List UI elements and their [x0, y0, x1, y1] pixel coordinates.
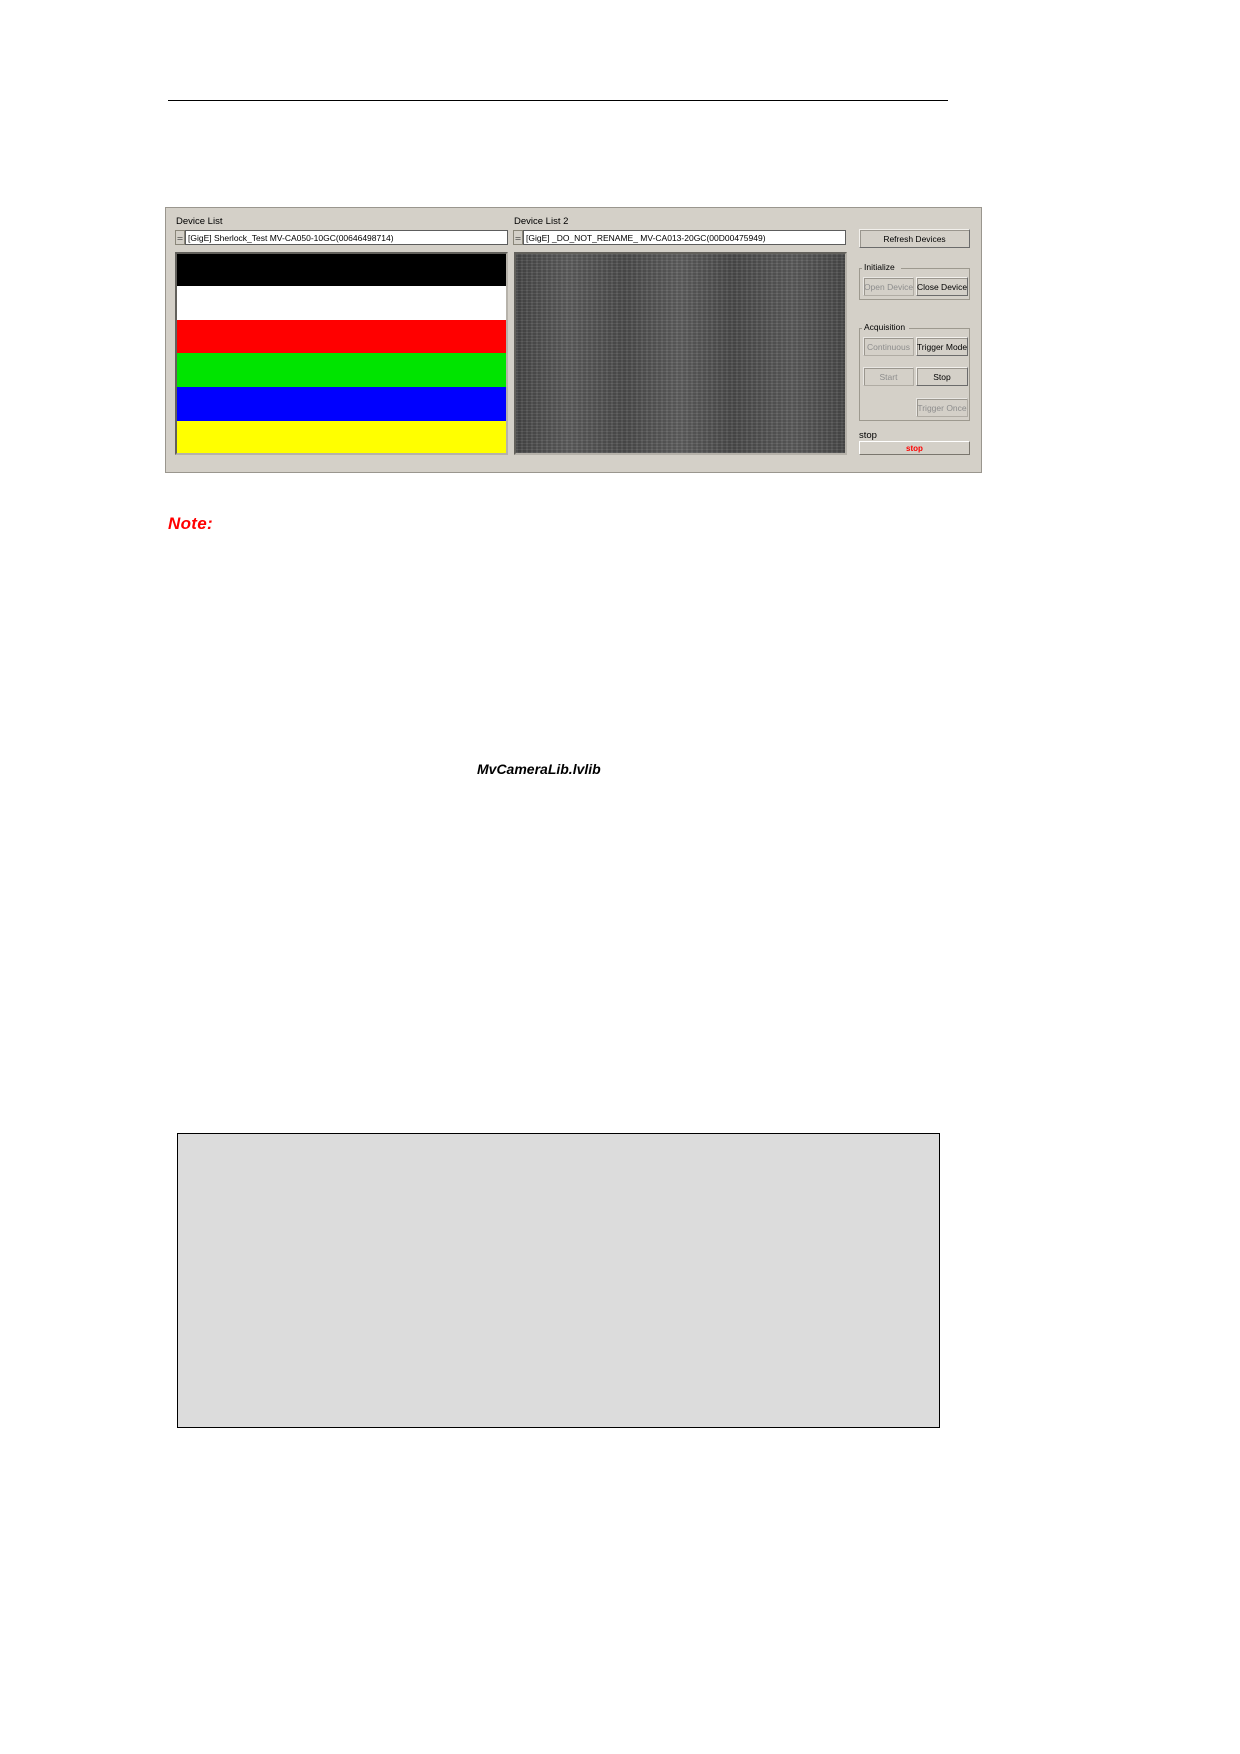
initialize-group-rule-right [901, 268, 970, 269]
start-button[interactable]: Start [863, 367, 914, 386]
code-snippet-box [177, 1133, 940, 1428]
color-bar-red [177, 320, 506, 354]
trigger-once-button[interactable]: Trigger Once [916, 398, 968, 417]
color-bar-green [177, 353, 506, 387]
color-bar-white [177, 286, 506, 320]
device-list-2-combo[interactable]: [GigE] _DO_NOT_RENAME_ MV-CA013-20GC(00D00475949) [523, 230, 846, 245]
trigger-mode-button[interactable]: Trigger Mode [916, 337, 968, 356]
image-display-1[interactable] [175, 252, 508, 455]
acquisition-group-title: Acquisition [864, 322, 906, 332]
initialize-group-title: Initialize [864, 262, 895, 272]
labview-front-panel [165, 207, 982, 473]
image-display-2[interactable] [514, 252, 847, 455]
close-device-button[interactable]: Close Device [916, 277, 968, 296]
note-heading: Note: [168, 514, 213, 533]
stop-button[interactable] [859, 441, 970, 455]
device-list-1-label: Device List [176, 216, 223, 227]
color-bar-black [177, 254, 506, 286]
acquisition-group-rule-right [909, 328, 970, 329]
color-bar-test-pattern [177, 254, 506, 453]
device-list-2-label: Device List 2 [514, 216, 569, 227]
header-rule [168, 100, 948, 101]
open-device-button[interactable]: Open Device [863, 277, 914, 296]
gray-noise-image [516, 254, 845, 453]
device-list-1-combo[interactable]: [GigE] Sherlock_Test MV-CA050-10GC(00646498714) [185, 230, 508, 245]
device-list-1-ring-handle[interactable]: ⚌ [175, 230, 185, 245]
refresh-devices-button[interactable]: Refresh Devices [859, 229, 970, 248]
color-bar-yellow [177, 421, 506, 453]
stop-button-text: stop [906, 443, 923, 453]
lvlib-name: MvCameraLib.lvlib [477, 761, 601, 777]
continuous-button[interactable]: Continuous [863, 337, 914, 356]
stop-control-label: stop [859, 430, 877, 441]
device-list-2-ring-handle[interactable]: ⚌ [513, 230, 523, 245]
stop-acquisition-button[interactable]: Stop [916, 367, 968, 386]
color-bar-blue [177, 387, 506, 421]
